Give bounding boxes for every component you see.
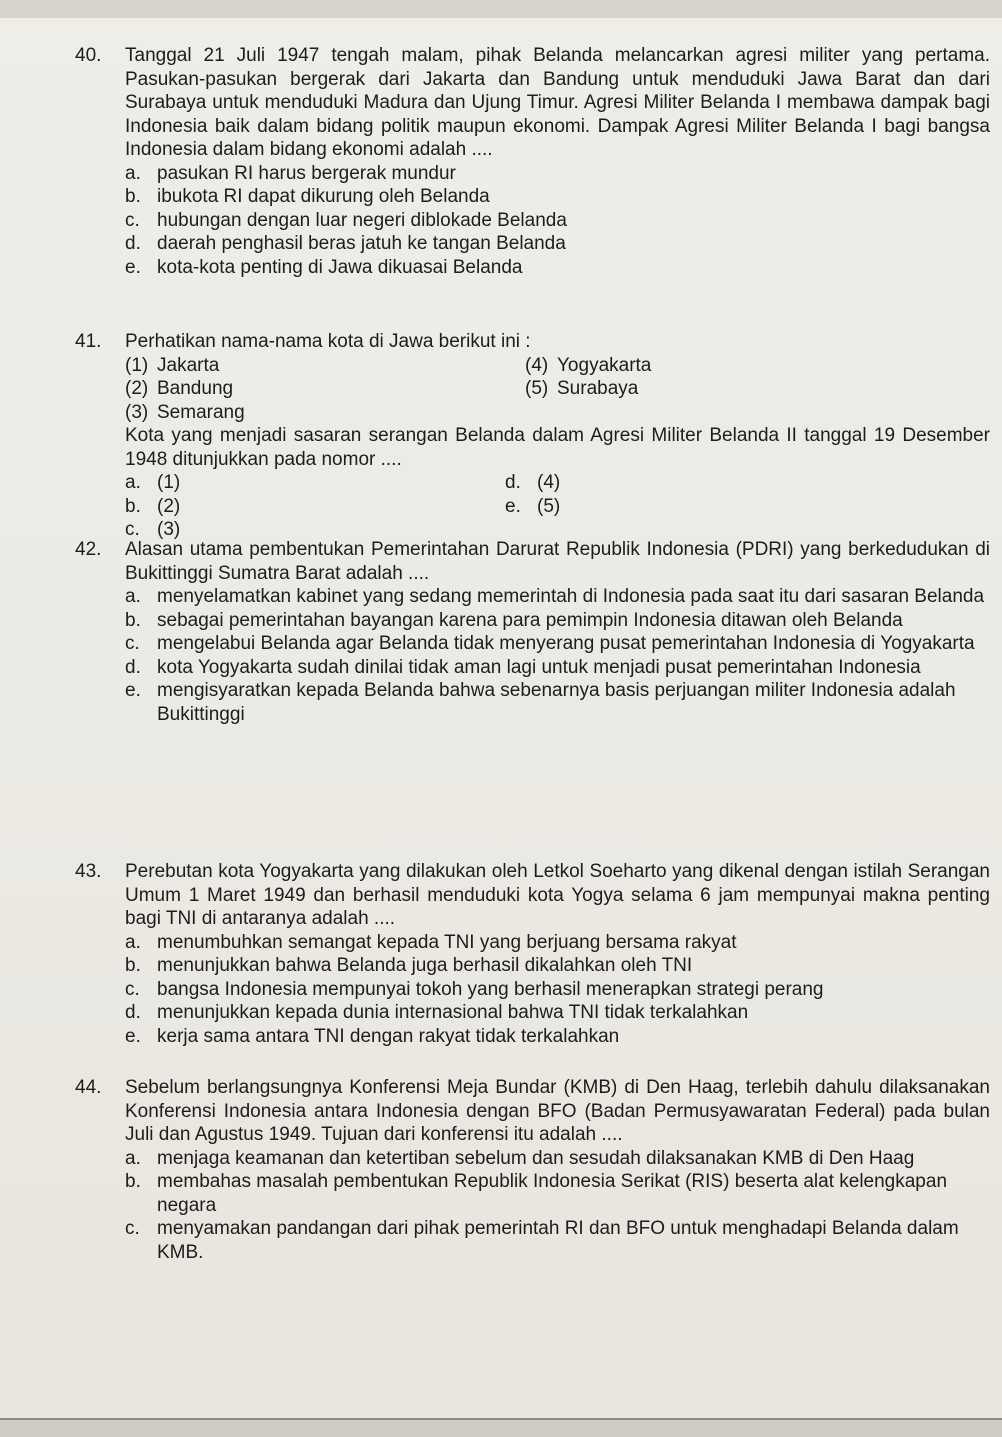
option-c[interactable] [125,1217,990,1264]
question-40 [75,44,990,279]
city-item [125,401,525,425]
option-text: kerja sama antara TNI dengan rakyat tidak terkalahkan [157,1025,620,1047]
option-label: d. [125,1002,141,1023]
question-number: 40. [75,45,102,66]
option-text: daerah penghasil beras jatuh ke tangan Belanda [157,233,566,254]
option-text: (2) [157,495,181,517]
city-name: Jakarta [157,354,220,376]
option-e[interactable] [125,679,990,726]
option-text: membahas masalah pembentukan Republik Indonesia Serikat (RIS) beserta alat kelengkapan negara [157,1171,948,1216]
option-b[interactable] [125,1170,990,1217]
question-number: 42. [75,539,102,560]
option-label: b. [125,495,141,517]
city-label: (5) [525,378,549,399]
option-text: menunjukkan kepada dunia internasional bahwa TNI tidak terkalahkan [157,1002,749,1023]
option-text: bangsa Indonesia mempunyai tokoh yang berhasil menerapkan strategi perang [157,978,824,1000]
question-text: Sebelum berlangsungnya Konferensi Meja Bundar (KMB) di Den Haag, terlebih dahulu dilaksanakan Konferensi Indonesia antara Indonesia dengan BFO (Badan Permusyawaratan Federal) pada bulan Juli dan Agustus 1949. Tujuan dari konferensi itu adalah .... [125,1077,990,1145]
question-number: 43. [75,861,102,882]
option-label: b. [125,186,141,207]
options-list [125,162,990,280]
option-d[interactable] [125,656,990,680]
option-label: a. [125,931,141,953]
option-text: menyamakan pandangan dari pihak pemerintah RI dan BFO untuk menghadapi Belanda dalam KMB. [157,1218,959,1263]
option-label: a. [125,472,141,493]
city-item [525,377,885,401]
option-b[interactable] [125,495,505,519]
city-label: (2) [125,378,149,399]
question-43 [75,860,990,1048]
option-text: (1) [157,472,181,493]
options-list [125,585,990,726]
city-item [125,377,525,401]
option-c[interactable] [125,209,990,233]
option-text: menunjukkan bahwa Belanda juga berhasil dikalahkan oleh TNI [157,955,693,976]
option-a[interactable] [125,162,990,186]
option-text: (3) [157,519,181,540]
city-item [525,354,885,378]
option-label: d. [125,656,141,678]
question-text: Perebutan kota Yogyakarta yang dilakukan oleh Letkol Soeharto yang dikenal dengan istilah Serangan Umum 1 Maret 1949 dan berhasil menduduki kota Yogya selama 6 jam mempunyai makna penting bagi TNI di antaranya adalah .... [125,861,990,929]
options-list [125,471,990,542]
option-d[interactable] [125,1001,990,1025]
option-label: b. [125,609,141,631]
option-label: b. [125,955,141,976]
option-label: d. [505,472,521,493]
option-label: c. [125,978,140,1000]
question-41 [75,330,990,542]
option-label: c. [125,633,140,654]
question-intro: Perhatikan nama-nama kota di Jawa berikut ini : [125,331,531,352]
page-bottom-edge [0,1418,1002,1437]
option-text: mengisyaratkan kepada Belanda bahwa sebenarnya basis perjuangan militer Indonesia adalah Bukittinggi [157,680,956,725]
option-d[interactable] [505,471,885,495]
option-label: b. [125,1171,141,1192]
option-label: a. [125,586,141,607]
city-label: (1) [125,354,149,376]
question-text: Kota yang menjadi sasaran serangan Belanda dalam Agresi Militer Belanda II tanggal 19 Desember 1948 ditunjukkan pada nomor .... [125,425,990,470]
options-list [125,931,990,1049]
option-label: c. [125,209,140,231]
option-label: c. [125,1218,140,1239]
option-label: e. [125,256,141,278]
option-text: (5) [537,495,561,517]
question-number: 44. [75,1077,102,1098]
question-text: Alasan utama pembentukan Pemerintahan Darurat Republik Indonesia (PDRI) yang berkedudukan di Bukittinggi Sumatra Barat adalah .... [125,539,990,584]
option-label: c. [125,519,140,540]
option-e[interactable] [125,256,990,280]
option-a[interactable] [125,1147,990,1171]
options-list [125,1147,990,1265]
city-name: Semarang [157,401,245,423]
question-42 [75,538,990,726]
question-44 [75,1076,990,1264]
option-a[interactable] [125,471,505,495]
city-name: Bandung [157,378,234,399]
option-e[interactable] [125,1025,990,1049]
option-d[interactable] [125,232,990,256]
option-text: mengelabui Belanda agar Belanda tidak menyerang pusat pemerintahan Indonesia di Yogyakarta [157,633,975,654]
option-label: e. [125,1025,141,1047]
option-c[interactable] [125,632,990,656]
option-b[interactable] [125,609,990,633]
option-text: kota-kota penting di Jawa dikuasai Belanda [157,256,523,278]
city-name: Yogyakarta [557,354,652,376]
option-text: pasukan RI harus bergerak mundur [157,162,456,184]
option-label: d. [125,233,141,254]
option-label: e. [505,495,521,517]
city-name: Surabaya [557,378,639,399]
page-top-edge [0,0,1002,18]
question-text: Tanggal 21 Juli 1947 tengah malam, pihak Belanda melancarkan agresi militer yang pertama. Pasukan-pasukan bergerak dari Jakarta dan Bandung untuk menduduki Jawa Barat dan dari Surabaya untuk menduduki Madura dan Ujung Timur. Agresi Militer Belanda I membawa dampak bagi Indonesia baik dalam bidang politik maupun ekonomi. Dampak Agresi Militer Belanda I bagi bangsa Indonesia dalam bidang ekonomi adalah .... [125,45,990,160]
option-text: sebagai pemerintahan bayangan karena para pemimpin Indonesia ditawan oleh Belanda [157,609,903,631]
city-label: (3) [125,401,149,423]
option-text: kota Yogyakarta sudah dinilai tidak aman lagi untuk menjadi pusat pemerintahan Indonesia [157,656,921,678]
option-label: e. [125,680,141,701]
question-number: 41. [75,331,102,352]
option-text: ibukota RI dapat dikurung oleh Belanda [157,186,490,207]
option-a[interactable] [125,931,990,955]
option-text: menjaga keamanan dan ketertiban sebelum dan sesudah dilaksanakan KMB di Den Haag [157,1147,915,1169]
option-b[interactable] [125,954,990,978]
option-a[interactable] [125,585,990,609]
option-label: a. [125,162,141,184]
city-item [125,354,525,378]
city-list [125,354,990,425]
option-text: (4) [537,472,561,493]
option-text: hubungan dengan luar negeri diblokade Belanda [157,209,567,231]
option-text: menyelamatkan kabinet yang sedang memerintah di Indonesia pada saat itu dari sasaran Belanda [157,586,985,607]
option-text: menumbuhkan semangat kepada TNI yang berjuang bersama rakyat [157,931,737,953]
option-b[interactable] [125,185,990,209]
option-label: a. [125,1147,141,1169]
option-e[interactable] [505,495,885,519]
option-c[interactable] [125,978,990,1002]
city-label: (4) [525,354,549,376]
